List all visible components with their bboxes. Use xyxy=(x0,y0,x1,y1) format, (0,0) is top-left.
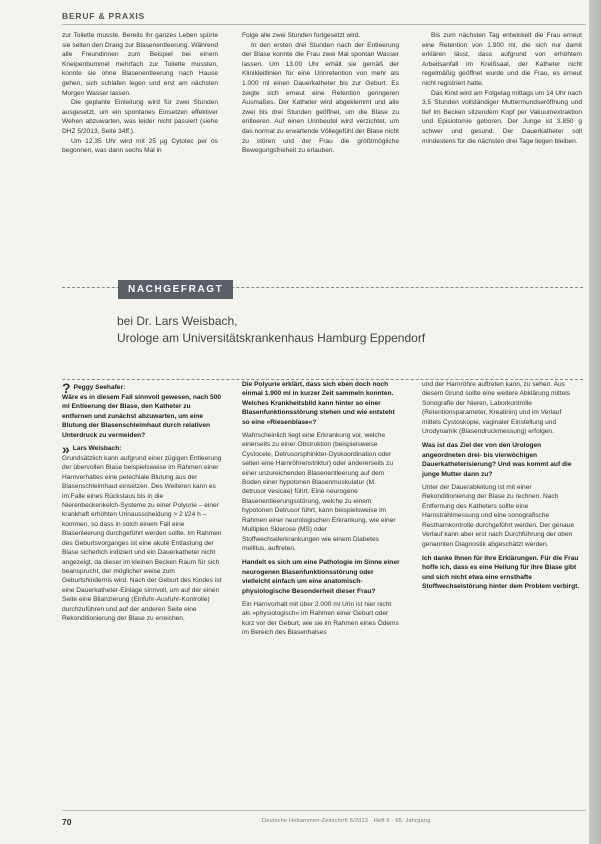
question-1: Wäre es in diesem Fall sinnvoll gewesen, nach 500 ml Entleerung der Blase, den Katheter zu entfernen und zunächst abzuwarten, um eine Blutung der Blasenschleimhaut durch relativen Unterdruck zu vermeiden? xyxy=(62,394,222,439)
interview-title xyxy=(117,313,425,347)
page-spine-shadow xyxy=(589,0,601,844)
article-column-2 xyxy=(242,31,399,156)
answer-3: Ein Harnvorhalt mit über 2.000 ml Urin ist hier nicht als »physiologisch« im Rahmen einer Geburt oder kurz vor der Geburt, wie sie im Rahmen eines Ödems im Bereich des Blasenhalses xyxy=(242,600,399,637)
paragraph: Die geplante Einleitung wird für zwei Stunden ausgesetzt, um ein spontanes Einsetzen effektiver Wehen abzuwarten, was leider nicht passiert (siehe DHZ 5/2013, Seite 34ff.). xyxy=(62,99,218,135)
article-column-3 xyxy=(422,31,582,146)
question-speaker xyxy=(62,380,222,396)
question-speaker-name: Peggy Seehafer: xyxy=(73,384,126,392)
section-header: BERUF & PRAXIS xyxy=(62,11,145,21)
answer-3-continued: und der Harnröhre auftreten kann, zu sehen. Aus diesem Grund sollte eine weitere Abklärung mittels Sonografie der Nieren, Laborkontrolle (Retentionsparameter, Kreatinin) und im Verlauf mittels Cystoskopie, vaginaler Einstellung und Urodynamik (Blasendruckmessung) erfolgen. xyxy=(422,381,571,436)
paragraph: Das Kind wird am Folgetag mittags um 14 Uhr nach 3,5 Stunden vollständiger Muttermundseröffnung und tief im Becken sitzendem Kopf per Vakuumextraktion und Episiotomie geboren. Der Junge ist 3.850 g schwer und gesund. Der Dauerkatheter soll mindestens für die nächsten drei Tage liegen bleiben. xyxy=(422,89,582,145)
paragraph: Folge alle zwei Stunden fortgesetzt wird. xyxy=(242,32,361,39)
interview-title-line-1: bei Dr. Lars Weisbach, xyxy=(117,314,238,328)
answer-1: Grundsätzlich kann aufgrund einer zügigen Entleerung der übervollen Blase beispielsweise im Rahmen einer Harnverhaltes eine petechiale Blutung aus der Blasenschleimhaut einsetzen. Des Weiteren kann es im Falle eines Rückstaus bis in die Nierenbeckenkelch-Systeme zu einer Polyurie – einer krankhaft erhöhten Urinausscheidung > 2 l/24 h – kommen, so dass in solch einem Fall eine Blasenleerung durchgeführt werden sollte. Im Rahmen des Geburtsvorganges ist eine akute Entlastung der Blase sicherlich indiziert und ein Dauerkatheter nicht angezeigt, da dieser im kleinen Becken Raum für sich beansprucht, der möglicher weise zum Geburtshindernis wird. Nach der Geburt des Kindes ist eine Dauerkatheter-Einlage sinnvoll, um auf der einen Seite eine Bilanzierung (Einfuhr-Ausfuhr-Kontrolle) durchzuführen und auf der anderen Seite eine Rekonditionierung der Blase zu erreichen. xyxy=(62,455,222,622)
interview-column-3 xyxy=(422,380,582,596)
paragraph: Bis zum nächsten Tag entwickelt die Frau erneut eine Retention von 1.900 ml, die sich nur damit erklären lässt, dass aufgrund von erhöhtem Arbeitsanfall im Kreißsaal, der Katheter nicht regelmäßig geöffnet wurde und die Frau, es erneut nicht registriert hatte. xyxy=(422,32,582,87)
article-column-1 xyxy=(62,31,218,156)
paragraph: Um 12.35 Uhr wird mit 25 µg Cytotec per os begonnen, was dann sechs Mal in xyxy=(62,137,218,155)
question-4: Was ist das Ziel der von den Urologen angeordneten drei- bis vierwöchigen Dauerkatheterisierung? Und was kommt auf die junge Mutter dann zu? xyxy=(422,442,572,478)
answer-4: Unter der Dauerableitung ist mit einer Rekonditionierung der Blase zu rechnen. Nach Entfernung des Katheters sollte eine Harnstrahlmessung und eine sonografische Restharnkontrolle durchgeführt werden. Der genaue Verlauf kann aber erst nach Durchführung der oben genannten Diagnostik abgeschätzt werden. xyxy=(422,484,575,548)
header-divider xyxy=(62,24,586,25)
paragraph: zur Toilette musste. Bereits ihr ganzes Leben spürte sie selten den Drang zur Blasenentleerung. Während alle Freundinnen zum Beispiel bei einem Kneipenbummel mehrfach zur Toilette mussten, konnte sie ohne Blasenentleerung nach Hause gehen, sich schlafen legen und erst am nächsten Morgen Wasser lassen. xyxy=(62,32,218,97)
footer-divider xyxy=(62,810,586,811)
answer-quote-icon: » xyxy=(62,441,70,458)
interview-title-line-2: Urologe am Universitätskrankenhaus Hamburg Eppendorf xyxy=(117,331,426,345)
page-number: 70 xyxy=(62,817,72,827)
answer-speaker-name: Lars Weisbach: xyxy=(72,445,122,453)
answer-2: Wahrscheinlich liegt eine Erkrankung vor, welche einerseits zu einer Obstruktion (beispielsweise Cystocele, Detrusorsphinkter-Dyskoordination oder selten eine Harnröhrenstriktur) oder andererseits zu einer unzureichenden Blasenentleerung auf dem Boden einer hypotonen Blasenmuskulatur (M. detrusor vesicae) führt. Eine neurogene Blasenentleerungsstörung, welche zu einem hypotonen Detrusor führt, kann beispielsweise im Rahmen einer neurologischen Erkrankung, wie einer Multiplen Sklerose (MS) oder Stoffwechselerkrankungen wie einem Diabetes mellitus, auftreten. xyxy=(242,432,396,552)
interview-column-2 xyxy=(242,380,400,643)
interview-column-1 xyxy=(62,379,222,628)
question-5: Ich danke Ihnen für Ihre Erklärungen. Für die Frau hoffe ich, dass es eine Heilung für ihre Blase gibt und sich nicht etwa eine ernsthafte Stoffwechselstörung hinter dem Problem verbirgt. xyxy=(422,554,580,591)
question-mark-icon: ? xyxy=(62,380,71,396)
question-3: Handelt es sich um eine Pathologie im Sinne einer neurogenen Blasenfunktionsstörung oder vielleicht einfach um eine anatomisch-physiologische Besonderheit dieser Frau? xyxy=(242,559,400,595)
nachgefragt-tag: NACHGEFRAGT xyxy=(118,280,233,299)
journal-footer: Deutsche Hebammen-Zeitschrift 6/2013 · Heft 6 · 65. Jahrgang xyxy=(262,818,431,824)
question-2: Die Polyurie erklärt, dass sich eben doch noch einmal 1.900 ml in kurzer Zeit sammeln konnten. Welches Krankheitsbild kann hinter so einer Blasenfunktionsstörung stehen und wie entsteht so eine »Riesenblase«? xyxy=(242,381,395,426)
paragraph: In den ersten drei Stunden nach der Entleerung der Blase konnte die Frau zwei Mal spontan Wasser lassen. Um 13.00 Uhr erhält sie gemäß der Klinikleitlinien für eine Urinretention von mehr als 1.000 ml einen Dauerkatheter bis zur Geburt. Es zeigte sich erneut eine Retention geringeren Ausmaßes. Der Katheter wird abgeklemmt und alle zwei bis drei Stunden geöffnet, um die Blase zu entleeren. Auf einen Urinbeutel wird verzichtet, um das normal zu erwartende Völlegefühl der Blase nicht zu stören und der Frau die größtmögliche Bewegungsfreiheit zu erlauben. xyxy=(242,41,399,155)
answer-speaker xyxy=(62,441,222,458)
